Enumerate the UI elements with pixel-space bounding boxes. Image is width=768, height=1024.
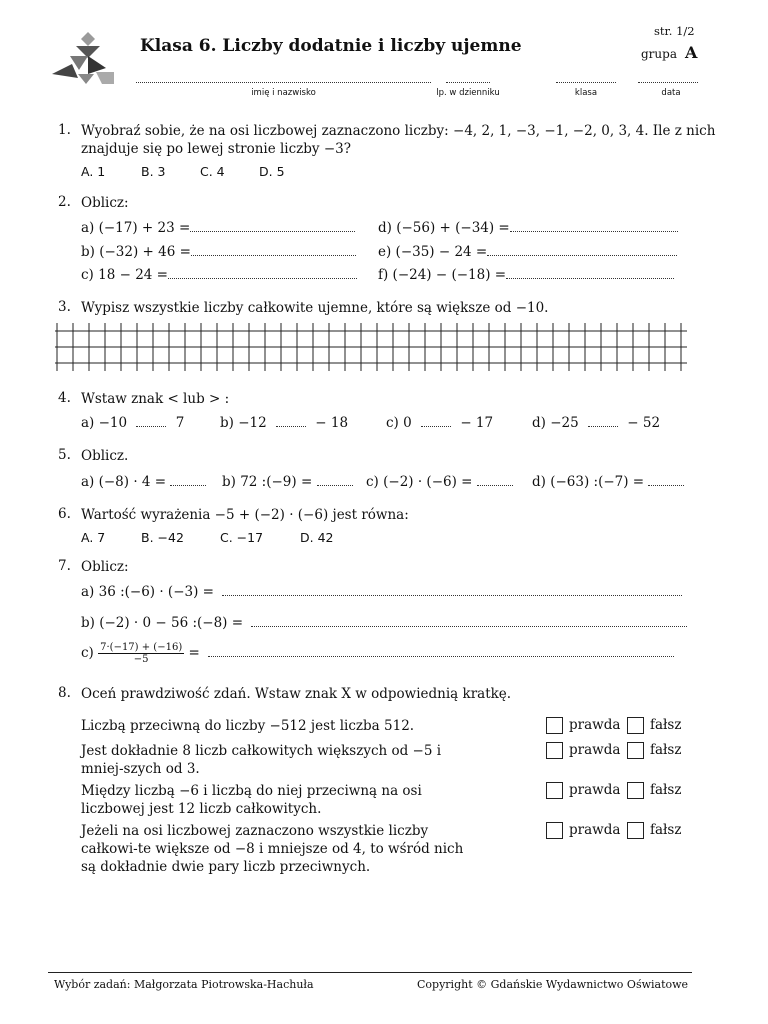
statement-2: Jest dokładnie 8 liczb całkowitych większych od −5 i mniej-szych od 3. — [81, 743, 442, 777]
question-number: 7. — [58, 558, 71, 574]
footer-divider — [48, 972, 692, 973]
question-number: 4. — [58, 390, 71, 406]
sign-blank[interactable] — [421, 416, 451, 427]
task-4b: b) −12 − 18 — [220, 415, 349, 431]
task-2c: c) 18 − 24 = — [81, 267, 357, 283]
false-checkbox[interactable] — [627, 822, 644, 839]
false-checkbox[interactable] — [627, 717, 644, 734]
fraction: $\frac{7\cdot(-17) + (-16)}{-5}$ — [100, 642, 183, 665]
option-c[interactable]: C. −17 — [220, 530, 264, 545]
answer-line[interactable] — [510, 221, 678, 232]
option-d[interactable]: D. 42 — [300, 530, 334, 545]
false-checkbox[interactable] — [627, 782, 644, 799]
sign-blank[interactable] — [276, 416, 306, 427]
tf-row-4: prawda fałsz — [546, 822, 681, 839]
answer-line[interactable] — [191, 245, 356, 256]
question-text: Wartość wyrażenia −5 + (−2) · (−6) jest równa: — [81, 507, 409, 523]
publisher-logo — [48, 30, 118, 90]
task-2e: e) (−35) − 24 = — [378, 244, 677, 260]
question-text: Oblicz: — [81, 559, 129, 575]
answer-line[interactable] — [487, 245, 677, 256]
footer-author: Wybór zadań: Małgorzata Piotrowska-Hachuła — [54, 978, 314, 991]
answer-line[interactable] — [170, 475, 206, 486]
footer-copyright: Copyright © Gdańskie Wydawnictwo Oświatowe — [417, 978, 689, 991]
date-label: data — [661, 88, 681, 98]
answer-line[interactable] — [251, 616, 687, 627]
answer-line[interactable] — [222, 585, 682, 596]
task-2f: f) (−24) − (−18) = — [378, 267, 674, 283]
question-text: Oceń prawdziwość zdań. Wstaw znak X w odpowiednią kratkę. — [81, 686, 512, 702]
true-checkbox[interactable] — [546, 742, 563, 759]
statement-4: Jeżeli na osi liczbowej zaznaczono wszystkie liczby całkowi-te większe od −8 i mniejsze od 4, to wśród nich są dokładnie dwie pary liczb przeciwnych. — [81, 823, 464, 875]
statement-1: Liczbą przeciwną do liczby −512 jest liczba 512. — [81, 718, 415, 734]
question-text: Wypisz wszystkie liczby całkowite ujemne, które są większe od −10. — [81, 300, 549, 316]
question-number: 1. — [58, 122, 71, 138]
option-a[interactable]: A. 1 — [81, 164, 106, 179]
question-number: 5. — [58, 447, 71, 463]
page-number: str. 1/2 — [654, 24, 695, 38]
sign-blank[interactable] — [588, 416, 618, 427]
answer-line[interactable] — [648, 475, 684, 486]
worksheet-title: Klasa 6. Liczby dodatnie i liczby ujemne — [140, 36, 522, 56]
question-text: Oblicz: — [81, 195, 129, 211]
class-label: klasa — [574, 88, 598, 98]
task-7a: a) 36 :(−6) · (−3) = — [81, 584, 682, 600]
task-4d: d) −25 − 52 — [532, 415, 661, 431]
answer-line[interactable] — [317, 475, 353, 486]
task-5c: c) (−2) · (−6) = — [366, 474, 513, 490]
question-text: Wyobraź sobie, że na osi liczbowej zaznaczono liczby: −4, 2, 1, −3, −1, −2, 0, 3, 4. Ile z nich znajduje się po lewej stronie liczby −3? — [81, 123, 716, 157]
option-d[interactable]: D. 5 — [259, 164, 285, 179]
false-checkbox[interactable] — [627, 742, 644, 759]
name-field[interactable] — [136, 74, 431, 83]
answer-line[interactable] — [190, 221, 355, 232]
answer-line[interactable] — [506, 268, 674, 279]
class-number-field[interactable] — [446, 74, 490, 83]
tf-row-2: prawda fałsz — [546, 742, 681, 759]
task-7c: c) $\frac{7\cdot(-17) + (-16)}{-5}$ = — [81, 642, 674, 665]
question-number: 8. — [58, 685, 71, 701]
tf-row-1: prawda fałsz — [546, 717, 681, 734]
option-a[interactable]: A. 7 — [81, 530, 106, 545]
answer-line[interactable] — [477, 475, 513, 486]
true-checkbox[interactable] — [546, 782, 563, 799]
task-5a: a) (−8) · 4 = — [81, 474, 206, 490]
answer-line[interactable] — [208, 646, 674, 657]
task-2d: d) (−56) + (−34) = — [378, 220, 678, 236]
true-checkbox[interactable] — [546, 717, 563, 734]
answer-grid[interactable] — [55, 323, 687, 371]
question-number: 6. — [58, 506, 71, 522]
task-4c: c) 0 − 17 — [386, 415, 494, 431]
statement-3: Między liczbą −6 i liczbą do niej przeciwną na osi liczbowej jest 12 liczb całkowitych. — [81, 783, 422, 817]
answer-line[interactable] — [168, 268, 357, 279]
sign-blank[interactable] — [136, 416, 166, 427]
question-text: Oblicz. — [81, 448, 129, 464]
question-number: 2. — [58, 194, 71, 210]
true-checkbox[interactable] — [546, 822, 563, 839]
task-4a: a) −10 7 — [81, 415, 185, 431]
option-b[interactable]: B. −42 — [141, 530, 184, 545]
task-5b: b) 72 :(−9) = — [222, 474, 353, 490]
task-5d: d) (−63) :(−7) = — [532, 474, 684, 490]
group-indicator: grupa A — [641, 43, 698, 62]
task-2a: a) (−17) + 23 = — [81, 220, 355, 236]
class-number-label: lp. w dzienniku — [436, 88, 500, 98]
option-c[interactable]: C. 4 — [200, 164, 225, 179]
name-field-label: imię i nazwisko — [251, 88, 316, 98]
class-field[interactable] — [556, 74, 616, 83]
question-text: Wstaw znak < lub > : — [81, 391, 230, 407]
question-number: 3. — [58, 299, 71, 315]
tf-row-3: prawda fałsz — [546, 782, 681, 799]
task-2b: b) (−32) + 46 = — [81, 244, 356, 260]
option-b[interactable]: B. 3 — [141, 164, 166, 179]
date-field[interactable] — [638, 74, 698, 83]
task-7b: b) (−2) · 0 − 56 :(−8) = — [81, 615, 687, 631]
